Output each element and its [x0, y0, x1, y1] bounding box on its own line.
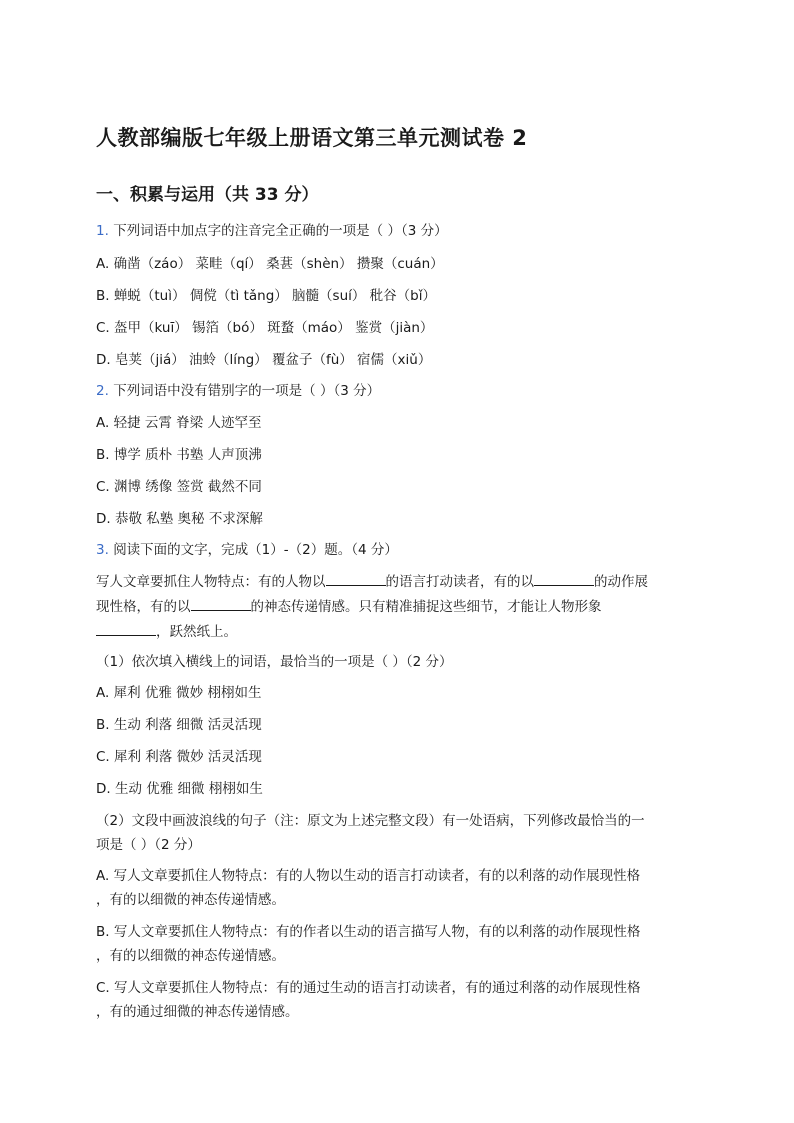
q3-sub2-option-b-line1: B. 写人文章要抓住人物特点：有的作者以生动的语言描写人物，有的以利落的动作展现性格 — [96, 924, 641, 940]
q3-sub2-option-b-line2: ，有的以细微的神态传递情感。 — [96, 948, 285, 964]
passage-text: 的神态传递情感。只有精准捕捉这些细节，才能让人物形象 — [250, 599, 602, 615]
passage-text: 现性格，有的以 — [96, 599, 191, 615]
q3-sub1-option-b: B. 生动 利落 细微 活灵活现 — [96, 717, 262, 733]
passage-text: 的语言打动读者，有的以 — [385, 574, 534, 590]
fill-blank — [326, 570, 386, 586]
question-number: 3. — [96, 542, 109, 558]
passage-text: 写人文章要抓住人物特点：有的人物以 — [96, 574, 326, 590]
question-1-stem — [96, 221, 448, 241]
q3-sub2-option-c-line2: ，有的通过细微的神态传递情感。 — [96, 1004, 299, 1020]
q1-option-b: B. 蝉蜕（tuì） 倜傥（tì tǎng） 脑髓（suí） 秕谷（bǐ） — [96, 288, 437, 304]
question-text: 下列词语中加点字的注音完全正确的一项是（ ）（3 分） — [113, 223, 448, 239]
question-3-stem — [96, 540, 398, 560]
q3-sub2-option-a-line1: A. 写人文章要抓住人物特点：有的人物以生动的语言打动读者，有的以利落的动作展现性格 — [96, 868, 641, 884]
q3-sub2-option-a-line2: ，有的以细微的神态传递情感。 — [96, 892, 285, 908]
q1-option-d: D. 皂荚（jiá） 油蛉（líng） 覆盆子（fù） 宿儒（xiǔ） — [96, 352, 432, 368]
q2-option-a: A. 轻捷 云霄 脊梁 人迹罕至 — [96, 415, 262, 431]
question-text: 下列词语中没有错别字的一项是（ ）（3 分） — [113, 383, 381, 399]
q1-option-a: A. 确凿（záo） 菜畦（qí） 桑葚（shèn） 攒聚（cuán） — [96, 256, 444, 272]
fill-blank — [96, 620, 156, 636]
question-text: 阅读下面的文字，完成（1）-（2）题。（4 分） — [113, 542, 398, 558]
q2-option-b: B. 博学 质朴 书塾 人声顶沸 — [96, 447, 262, 463]
fill-blank — [191, 595, 251, 611]
q3-sub1-option-a: A. 犀利 优雅 微妙 栩栩如生 — [96, 685, 262, 701]
q3-sub1-stem: （1）依次填入横线上的词语，最恰当的一项是（ ）（2 分） — [96, 654, 453, 670]
reading-passage — [96, 570, 698, 645]
q3-sub2-stem-line1: （2）文段中画波浪线的句子（注：原文为上述完整文段）有一处语病，下列修改最恰当的一 — [96, 813, 645, 829]
q3-sub1-option-c: C. 犀利 利落 微妙 活灵活现 — [96, 749, 262, 765]
passage-text: 的动作展 — [594, 574, 648, 590]
section-heading: 一、积累与运用（共 33 分） — [96, 185, 319, 205]
question-number: 1. — [96, 223, 109, 239]
q1-option-c: C. 盔甲（kuī） 锡箔（bó） 斑蝥（máo） 鉴赏（jiàn） — [96, 320, 434, 336]
q2-option-c: C. 渊博 绣像 签赏 截然不同 — [96, 479, 262, 495]
question-number: 2. — [96, 383, 109, 399]
q3-sub2-option-c-line1: C. 写人文章要抓住人物特点：有的通过生动的语言打动读者，有的通过利落的动作展现性格 — [96, 980, 641, 996]
question-2-stem — [96, 381, 380, 401]
page-title: 人教部编版七年级上册语文第三单元测试卷 2 — [96, 126, 528, 150]
q3-sub1-option-d: D. 生动 优雅 细微 栩栩如生 — [96, 781, 263, 797]
passage-text: ，跃然纸上。 — [156, 624, 237, 640]
fill-blank — [534, 570, 594, 586]
q2-option-d: D. 恭敬 私塾 奥秘 不求深解 — [96, 511, 263, 527]
q3-sub2-stem-line2: 项是（ ）（2 分） — [96, 837, 201, 853]
